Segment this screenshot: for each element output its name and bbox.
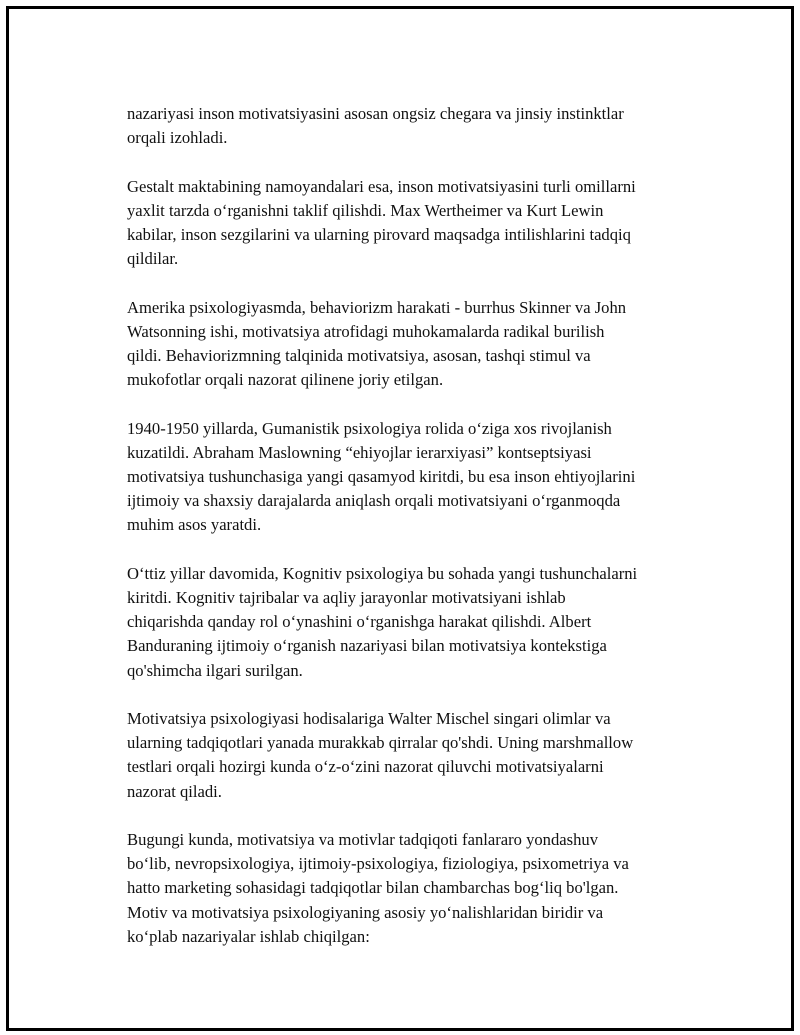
text-line: hatto marketing sohasidagi tadqiqotlar bilan chambarchas bog‘liq bo'lgan. [127,878,619,898]
text-line: orqali izohladi. [127,128,228,148]
text-line: ularning tadqiqotlari yanada murakkab qirralar qo'shdi. Uning marshmallow [127,733,634,753]
paragraph-4 [127,417,707,538]
text-line: O‘ttiz yillar davomida, Kognitiv psixologiya bu sohada yangi tushunchalarni [127,563,638,583]
text-line: testlari orqali hozirgi kunda o‘z-o‘zini nazorat qiluvchi motivatsiyalarni [127,757,604,777]
paragraph-5 [127,562,707,683]
text-line: mukofotlar orqali nazorat qilinene joriy etilgan. [127,370,444,390]
text-line: Motiv va motivatsiya psixologiyaning asosiy yo‘nalishlaridan biridir va [127,902,604,922]
text-line: Gestalt maktabining namoyandalari esa, inson motivatsiyasini turli omillarni [127,176,636,196]
text-line: nazariyasi inson motivatsiyasini asosan ongsiz chegara va jinsiy instinktlar [127,104,624,123]
text-line: qo'shimcha ilgari surilgan. [127,660,303,680]
paragraph-1 [127,102,707,150]
paragraph-2 [127,175,707,272]
document-body [127,102,707,973]
text-line: kabilar, inson sezgilarini va ularning pirovard maqsadga intilishlarini tadqiq [127,225,631,244]
text-line: ijtimoiy va shaxsiy darajalarda aniqlash orqali motivatsiyani o‘rganmoqda [127,491,621,511]
text-line: Amerika psixologiyasmda, behaviorizm harakati - burrhus Skinner va John [127,297,627,317]
text-line: muhim asos yaratdi. [127,515,262,535]
paragraph-6 [127,707,707,804]
text-line: kiritdi. Kognitiv tajribalar va aqliy jarayonlar motivatsiyani ishlab [127,588,566,607]
text-line: chiqarishda qanday rol o‘ynashini o‘rganishga harakat qilishdi. Albert [127,612,592,632]
text-line: ko‘plab nazariyalar ishlab chiqilgan: [127,926,370,946]
paragraph-3 [127,296,707,393]
text-line: yaxlit tarzda o‘rganishni taklif qilishdi. Max Wertheimer va Kurt Lewin [127,200,604,220]
text-line: bo‘lib, nevropsixologiya, ijtimoiy-psixologiya, fiziologiya, psixometriya va [127,854,629,874]
text-line: kuzatildi. Abraham Maslowning “ehiyojlar ierarxiyasi” kontseptsiyasi [127,442,592,462]
text-line: Bugungi kunda, motivatsiya va motivlar tadqiqoti fanlararo yondashuv [127,830,598,849]
text-line: qildi. Behaviorizmning talqinida motivatsiya, asosan, tashqi stimul va [127,346,591,365]
text-line: Banduraning ijtimoiy o‘rganish nazariyasi bilan motivatsiya kontekstiga [127,636,607,656]
text-line: nazorat qiladi. [127,781,222,801]
page-frame [6,6,794,1031]
paragraph-7 [127,828,707,949]
text-line: Motivatsiya psixologiyasi hodisalariga Walter Mischel singari olimlar va [127,709,611,728]
text-line: 1940-1950 yillarda, Gumanistik psixologiya rolida o‘ziga xos rivojlanish [127,418,612,438]
text-line: qildilar. [127,249,179,269]
text-line: Watsonning ishi, motivatsiya atrofidagi muhokamalarda radikal burilish [127,321,605,341]
text-line: motivatsiya tushunchasiga yangi qasamyod kiritdi, bu esa inson ehtiyojlarini [127,467,636,486]
